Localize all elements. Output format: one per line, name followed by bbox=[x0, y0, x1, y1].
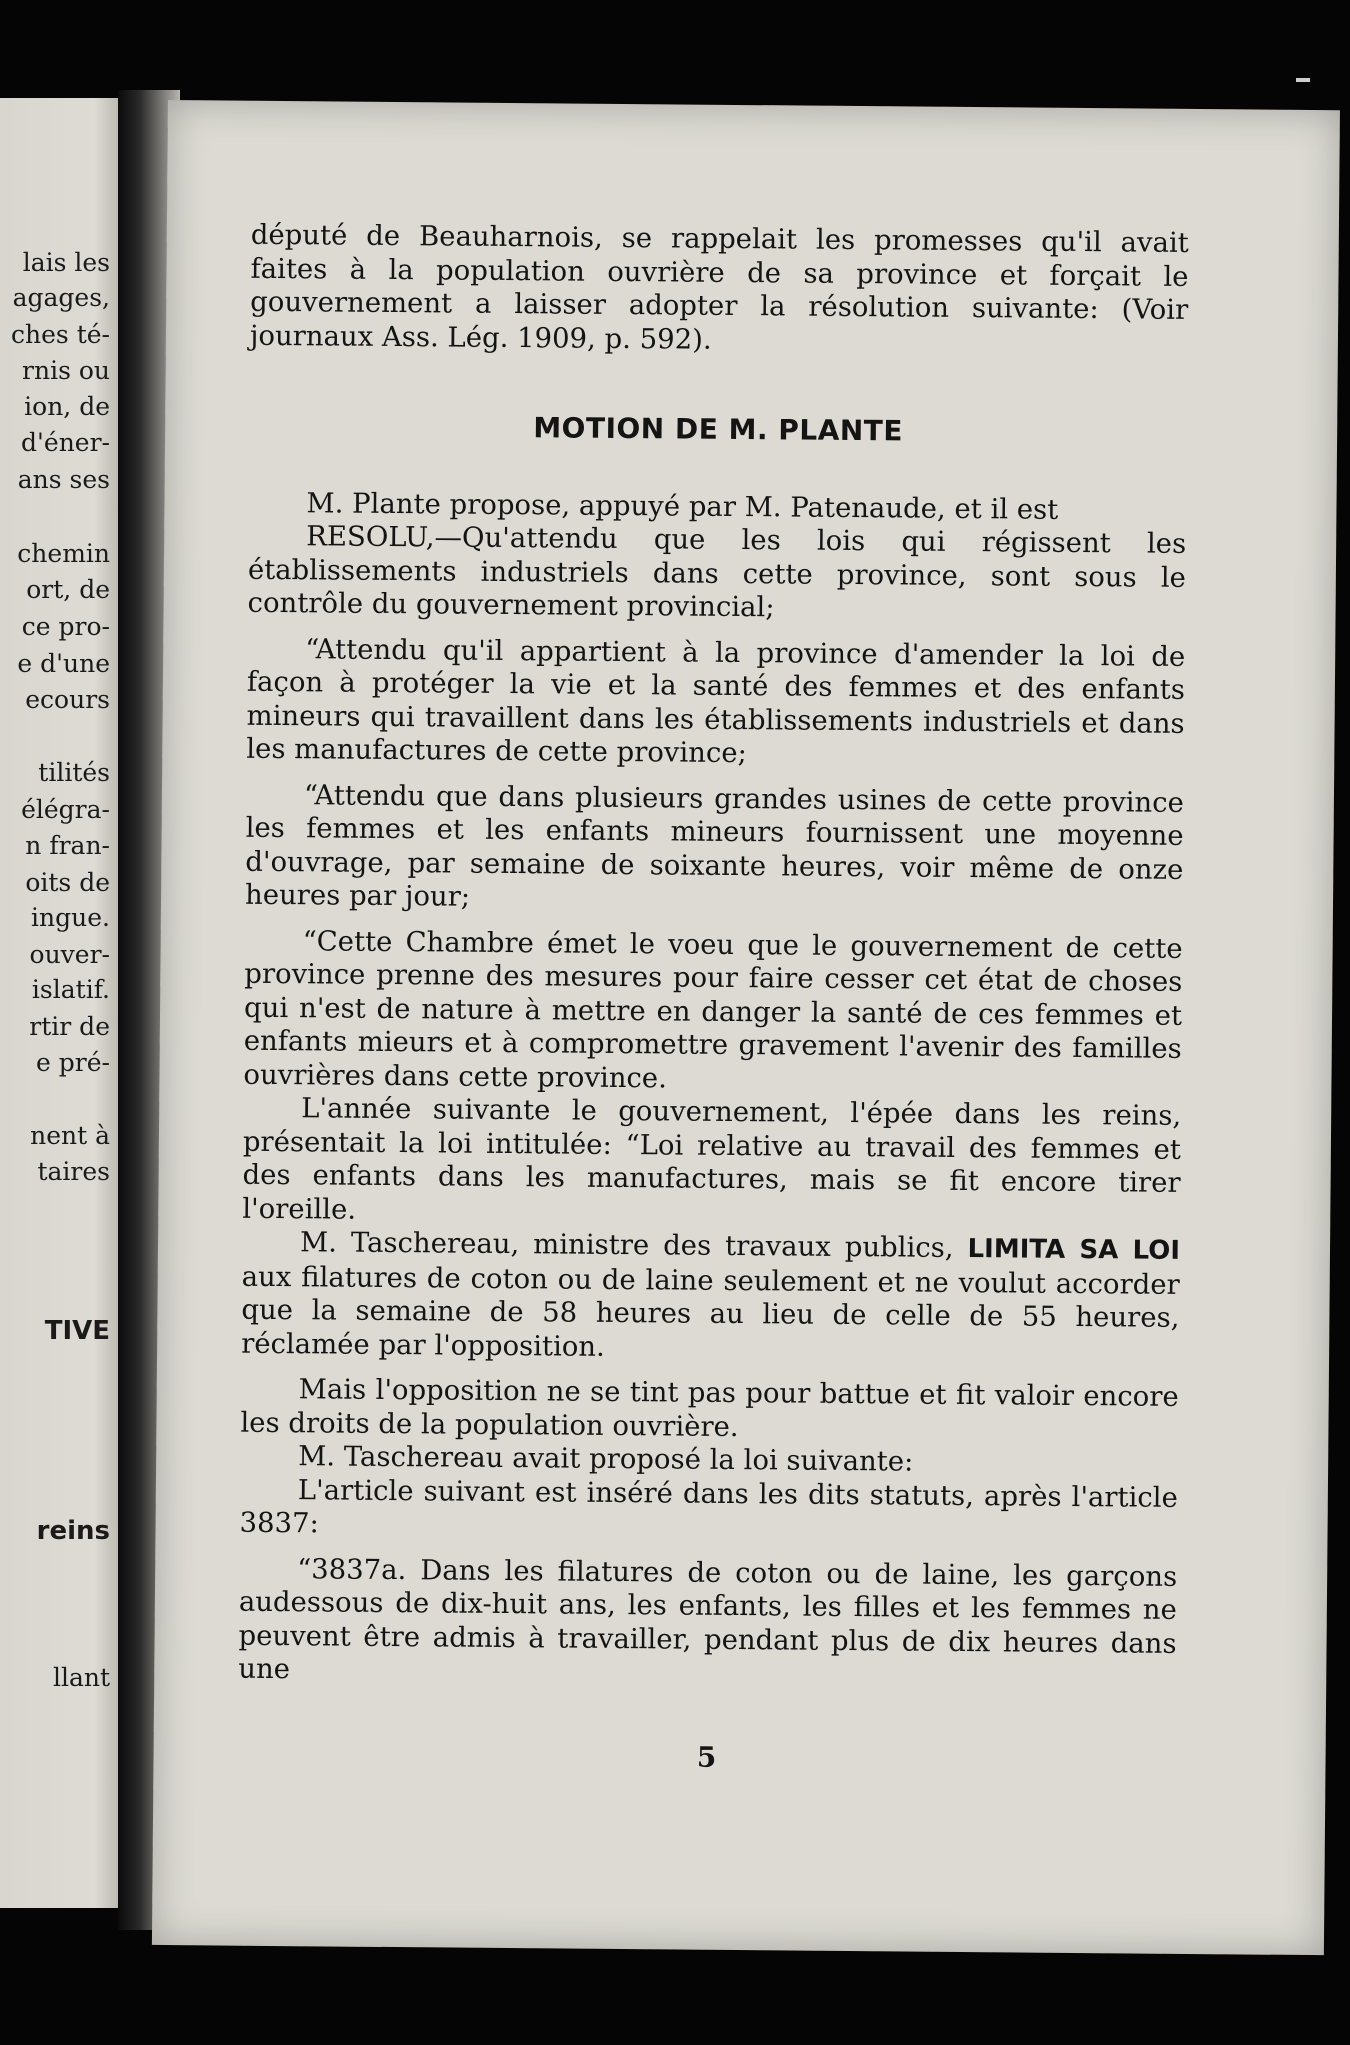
left-page-line: ion, de bbox=[24, 392, 110, 421]
left-page-line: oits de bbox=[25, 868, 110, 897]
left-page-line: ort, de bbox=[26, 575, 110, 604]
left-page-line: islatif. bbox=[31, 975, 110, 1004]
left-page-line: d'éner- bbox=[21, 428, 110, 457]
whereas-paragraph-2: “Attendu que dans plusieurs grandes usines de cette province les femmes et les enfants mineurs fournissent une moyenne d'ouvrage, par semaine de soixante heures, voir même de onze heures par jour; bbox=[244, 778, 1185, 913]
limita-sa-loi: LIMITA SA LOI bbox=[967, 1234, 1181, 1266]
page-number: 5 bbox=[696, 1740, 717, 1774]
article-paragraph: L'article suivant est inséré dans les dits statuts, après l'article 3837: bbox=[239, 1473, 1178, 1540]
left-page-line: TIVE bbox=[44, 1316, 110, 1346]
section-heading: MOTION DE M. PLANTE bbox=[533, 411, 904, 448]
left-page-line: ches té- bbox=[11, 320, 110, 349]
left-page-line: ouver- bbox=[29, 940, 110, 969]
left-page-line: chemin bbox=[17, 539, 110, 568]
left-page-line: ans ses bbox=[17, 465, 110, 494]
main-page bbox=[152, 100, 1340, 1955]
left-page-line: nent à bbox=[30, 1121, 110, 1150]
left-page-line: élégra- bbox=[21, 795, 110, 824]
left-page-line: ingue. bbox=[31, 903, 110, 932]
page-content bbox=[237, 219, 1188, 1778]
proposed-law-paragraph: M. Taschereau avait proposé la loi suivante: bbox=[298, 1440, 914, 1478]
wish-paragraph: “Cette Chambre émet le voeu que le gouvernement de cette province prenne des mesures pour faire cesser cet état de choses qui n'est de nature à mettre en danger la santé de ces femmes et enfants mieurs et à compromettre gravement l'avenir des familles ouvrières dans cette province. bbox=[243, 924, 1183, 1094]
scan-mark bbox=[1296, 78, 1310, 82]
left-page-line: n fran- bbox=[25, 831, 110, 860]
left-page-line: e pré- bbox=[36, 1048, 110, 1077]
left-page-line: ecours bbox=[25, 685, 110, 714]
article-3837a-paragraph: “3837a. Dans les filatures de coton ou de laine, les garçons audessous de dix-huit ans, les enfants, les filles et les femmes ne peuvent être admis à travailler, pendant plus de dix heures dans une bbox=[238, 1552, 1178, 1686]
left-page-line: lais les bbox=[22, 248, 110, 277]
left-page-line: e d'une bbox=[17, 649, 110, 678]
following-year-paragraph: L'année suivante le gouvernement, l'épée dans les reins, présentait la loi intitulée: “Loi relative au travail des femmes et des enfants dans les manufactures, mais se fit encore tirer l'oreille. bbox=[242, 1092, 1182, 1226]
resolution-paragraph: RESOLU,—Qu'attendu que les lois qui régissent les établissements industriels dans cette province, sont sous le contrôle du gouvernement provincial; bbox=[247, 520, 1187, 624]
left-facing-page bbox=[0, 98, 118, 1908]
left-page-line: taires bbox=[37, 1157, 110, 1186]
left-page-line: ce pro- bbox=[21, 612, 110, 641]
taschereau-text-a: M. Taschereau, ministre des travaux publics, bbox=[299, 1226, 954, 1264]
left-page-line: rnis ou bbox=[22, 356, 110, 385]
intro-paragraph: député de Beauharnois, se rappelait les promesses qu'il avait faites à la population ouvrière de sa province et forçait le gouvernement a laisser adopter la résolution suivante: (Voir journaux Ass. Lég. 1909, p. 592). bbox=[249, 218, 1189, 356]
opposition-paragraph: Mais l'opposition ne se tint pas pour battue et fit valoir encore les droits de la population ouvrière. bbox=[240, 1373, 1179, 1443]
taschereau-paragraph bbox=[241, 1226, 1180, 1369]
taschereau-text-b: aux filatures de coton ou de laine seulement et ne voulut accorder que la semaine de 58 heures au lieu de celle de 55 heures, réclamée par l'opposition. bbox=[241, 1260, 1180, 1363]
left-page-line: rtir de bbox=[29, 1012, 110, 1041]
left-page-line: agages, bbox=[12, 283, 110, 312]
left-page-line: llant bbox=[52, 1663, 110, 1692]
motion-paragraph: M. Plante propose, appuyé par M. Patenaude, et il est bbox=[306, 486, 1059, 526]
left-page-line: reins bbox=[36, 1516, 110, 1546]
left-page-line: tilités bbox=[38, 758, 110, 787]
whereas-paragraph-1: “Attendu qu'il appartient à la province d'amender la loi de façon à protéger la vie et la santé des femmes et des enfants mineurs qui travaillent dans les établissements industriels et dans les manufactures de cette province; bbox=[246, 632, 1186, 770]
